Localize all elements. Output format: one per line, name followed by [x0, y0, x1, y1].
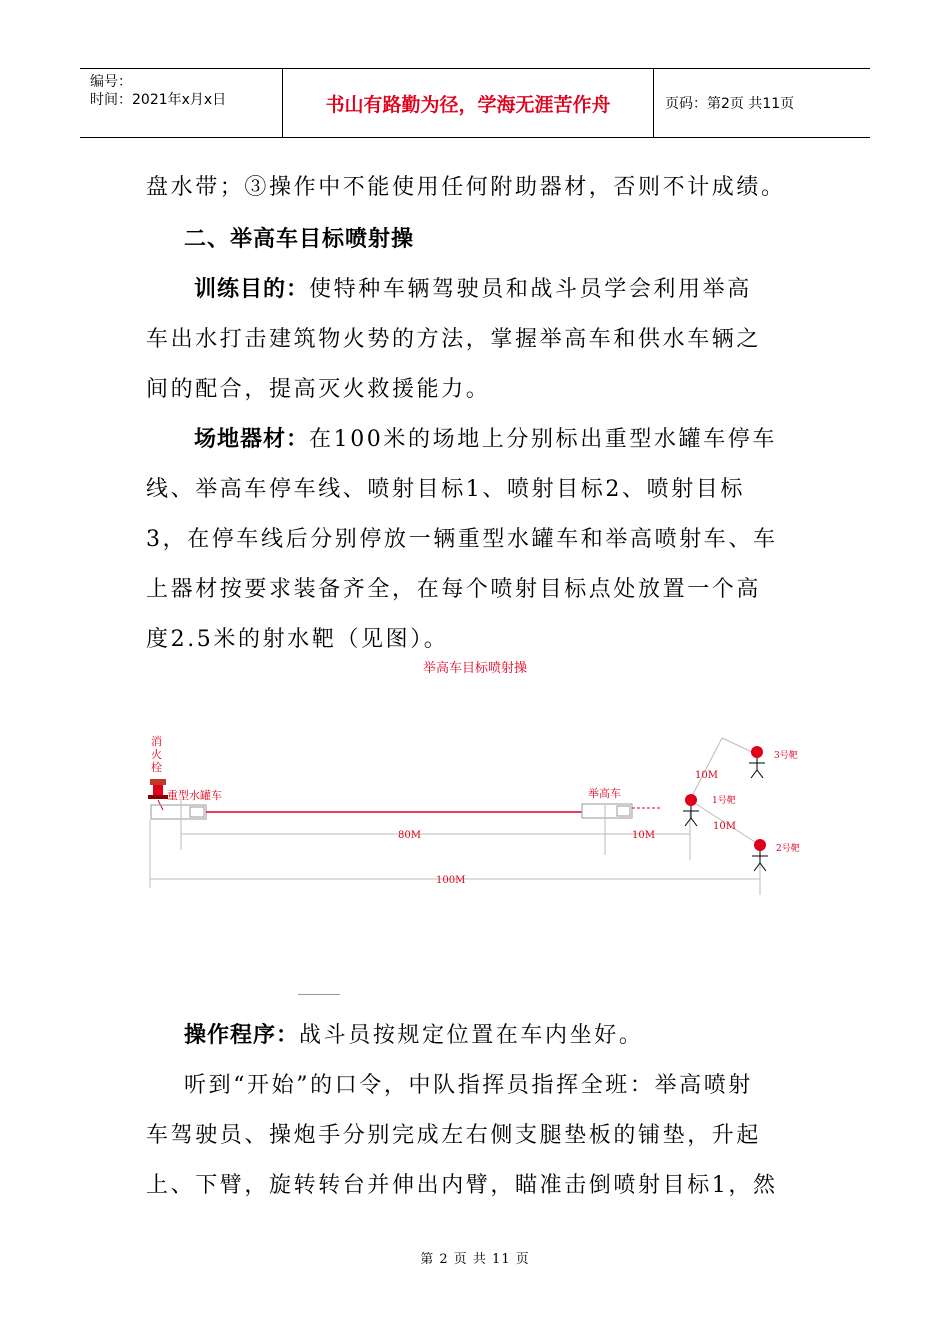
goal-line-2: 车出水打击建筑物火势的方法，掌握举高车和供水车辆之 — [146, 327, 762, 352]
divider — [298, 994, 340, 995]
site-line-3: 3，在停车线后分别停放一辆重型水罐车和举高喷射车、车 — [146, 527, 778, 552]
goal-text-1: 使特种车辆驾驶员和战斗员学会利用举高 — [309, 277, 752, 302]
aerial-label: 举高车 — [588, 787, 621, 800]
header-page-info: 页码：第2页 共11页 — [665, 96, 795, 112]
proc-line-1 — [184, 1018, 854, 1049]
target-1-icon — [683, 794, 699, 826]
section-heading: 二、举高车目标喷射操 — [184, 227, 415, 252]
proc-line-4: 上、下臂，旋转转台并伸出内臂，瞄准击倒喷射目标1，然 — [146, 1173, 778, 1198]
goal-line-3: 间的配合，提高灭火救援能力。 — [146, 377, 491, 402]
distance-10-target2: 10M — [713, 821, 736, 832]
distance-100: 100M — [436, 875, 466, 886]
page-footer: 第 2 页 共 11 页 — [420, 1252, 530, 1267]
site-text-1: 在100米的场地上分别标出重型水罐车停车 — [309, 427, 778, 452]
site-line-5: 度2.5米的射水靶（见图）。 — [146, 627, 449, 652]
distance-80: 80M — [398, 830, 421, 841]
distance-10-base: 10M — [632, 830, 655, 841]
site-line-2: 线、举高车停车线、喷射目标1、喷射目标2、喷射目标 — [146, 477, 745, 502]
aerial-truck-icon — [582, 804, 662, 818]
target-1-label: 1号靶 — [712, 796, 736, 806]
tanker-label: 重型水罐车 — [167, 789, 222, 802]
site-line-4: 上器材按要求装备齐全，在每个喷射目标点处放置一个高 — [146, 577, 762, 602]
distance-10-target3: 10M — [695, 770, 718, 781]
proc-line-3: 车驾驶员、操炮手分别完成左右侧支腿垫板的铺垫，升起 — [146, 1123, 762, 1148]
time-label: 时间：2021年x月x日 — [90, 92, 227, 108]
hydrant-icon — [148, 779, 168, 799]
header-motto: 书山有路勤为径，学海无涯苦作舟 — [282, 69, 654, 137]
hydrant-label-1: 消 — [151, 735, 162, 748]
proc-line-2: 听到“开始”的口令，中队指挥员指挥全班：举高喷射 — [184, 1073, 753, 1098]
code-label: 编号： — [90, 74, 132, 90]
hydrant-label-3: 栓 — [151, 761, 162, 774]
target-3-icon — [749, 746, 765, 778]
goal-label: 训练目的： — [194, 277, 310, 302]
target-3-label: 3号靶 — [774, 751, 798, 761]
site-label: 场地器材： — [194, 427, 310, 452]
paragraph-line: 盘水带；③操作中不能使用任何附助器材，否则不计成绩。 — [146, 175, 786, 200]
target-2-label: 2号靶 — [776, 844, 800, 854]
proc-label: 操作程序： — [184, 1023, 300, 1048]
figure-title: 举高车目标喷射操 — [422, 661, 527, 676]
proc-text-1: 战斗员按规定位置在车内坐好。 — [299, 1023, 644, 1048]
hydrant-label-2: 火 — [151, 748, 162, 761]
tanker-truck-icon — [151, 805, 206, 819]
